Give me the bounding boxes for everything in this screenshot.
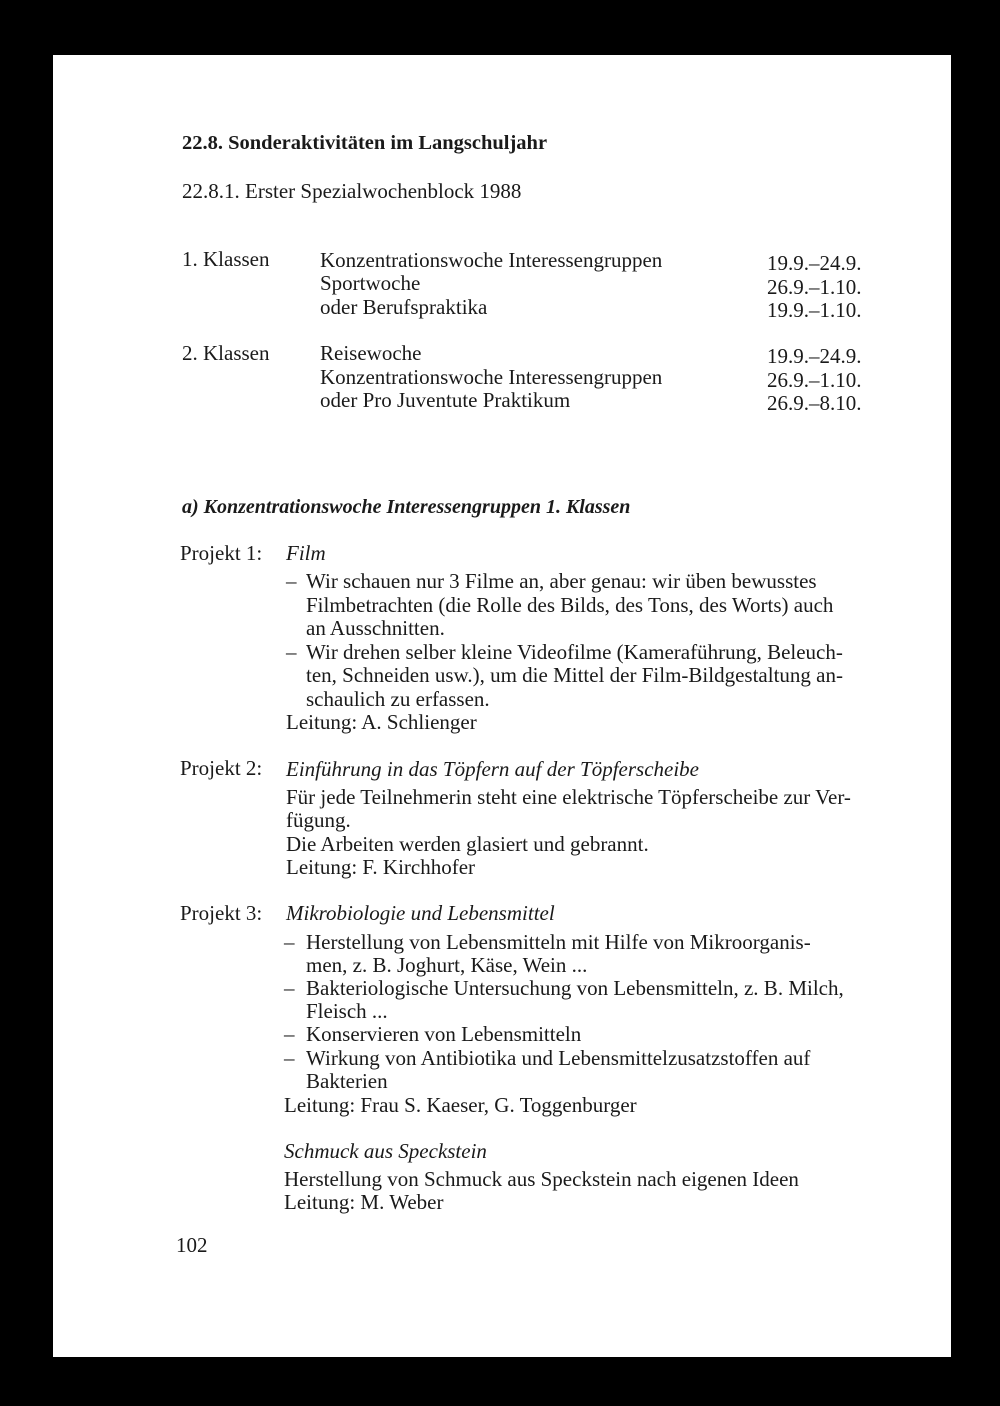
project-label: Projekt 3: (180, 901, 263, 925)
schedule-date: 26.9.–1.10. (767, 368, 862, 392)
project-line: Die Arbeiten werden glasiert und gebrannt. (286, 832, 649, 856)
page-number: 102 (176, 1233, 208, 1257)
project-line: Bakteriologische Untersuchung von Lebensmitteln, z. B. Milch, (306, 976, 844, 1000)
project-line: Bakterien (306, 1069, 388, 1093)
project-line: Konservieren von Lebensmitteln (306, 1022, 582, 1046)
schedule-date: 19.9.–24.9. (767, 251, 862, 275)
schedule-date: 26.9.–1.10. (767, 275, 862, 299)
project-line: men, z. B. Joghurt, Käse, Wein ... (306, 953, 588, 977)
schedule-class-2: 2. Klassen (182, 341, 270, 365)
project-line: Für jede Teilnehmerin steht eine elektrische Töpferscheibe zur Ver- (286, 785, 851, 809)
subsection-heading: 22.8.1. Erster Spezialwochenblock 1988 (182, 179, 522, 203)
schedule-date: 19.9.–1.10. (767, 298, 862, 322)
schedule-activity: Konzentrationswoche Interessengruppen (320, 365, 663, 389)
section-heading: 22.8. Sonderaktivitäten im Langschuljahr (182, 132, 548, 154)
schedule-class-1: 1. Klassen (182, 247, 270, 271)
bullet-dash: – (284, 1046, 295, 1070)
project-lead: Leitung: Frau S. Kaeser, G. Toggenburger (284, 1093, 637, 1117)
extra-text: Herstellung von Schmuck aus Speckstein nach eigenen Ideen (284, 1167, 799, 1191)
bullet-dash: – (284, 1022, 295, 1046)
project-line: schaulich zu erfassen. (306, 687, 490, 711)
bullet-dash: – (284, 930, 295, 954)
schedule-activity: Reisewoche (320, 341, 422, 365)
project-label: Projekt 2: (180, 756, 263, 780)
project-line: Filmbetrachten (die Rolle des Bilds, des Tons, des Worts) auch (306, 593, 834, 617)
schedule-activity: Konzentrationswoche Interessengruppen (320, 248, 663, 272)
project-line: ten, Schneiden usw.), um die Mittel der Film-Bildgestaltung an- (306, 663, 843, 687)
bullet-dash: – (286, 640, 297, 664)
project-title: Einführung in das Töpfern auf der Töpferscheibe (286, 757, 699, 781)
schedule-activity: Sportwoche (320, 271, 421, 295)
project-lead: Leitung: A. Schlienger (286, 710, 477, 734)
project-line: Herstellung von Lebensmitteln mit Hilfe von Mikroorganis- (306, 930, 811, 954)
schedule-activity: oder Berufspraktika (320, 295, 488, 319)
schedule-date: 19.9.–24.9. (767, 344, 862, 368)
project-label: Projekt 1: (180, 541, 263, 565)
schedule-activity: oder Pro Juventute Praktikum (320, 388, 571, 412)
project-title: Mikrobiologie und Lebensmittel (286, 901, 555, 925)
group-heading: a) Konzentrationswoche Interessengruppen 1. Klassen (182, 496, 631, 518)
project-line: Wir drehen selber kleine Videofilme (Kameraführung, Beleuch- (306, 640, 843, 664)
project-line: Wirkung von Antibiotika und Lebensmittelzusatzstoffen auf (306, 1046, 811, 1070)
project-lead: Leitung: F. Kirchhofer (286, 855, 476, 879)
extra-title: Schmuck aus Speckstein (284, 1139, 487, 1163)
project-line: an Ausschnitten. (306, 616, 445, 640)
project-line: Wir schauen nur 3 Filme an, aber genau: wir üben bewusstes (306, 569, 817, 593)
bullet-dash: – (284, 976, 295, 1000)
bullet-dash: – (286, 569, 297, 593)
project-line: fügung. (286, 808, 351, 832)
schedule-date: 26.9.–8.10. (767, 391, 862, 415)
project-title: Film (286, 541, 326, 565)
project-line: Fleisch ... (306, 999, 388, 1023)
extra-lead: Leitung: M. Weber (284, 1190, 444, 1214)
